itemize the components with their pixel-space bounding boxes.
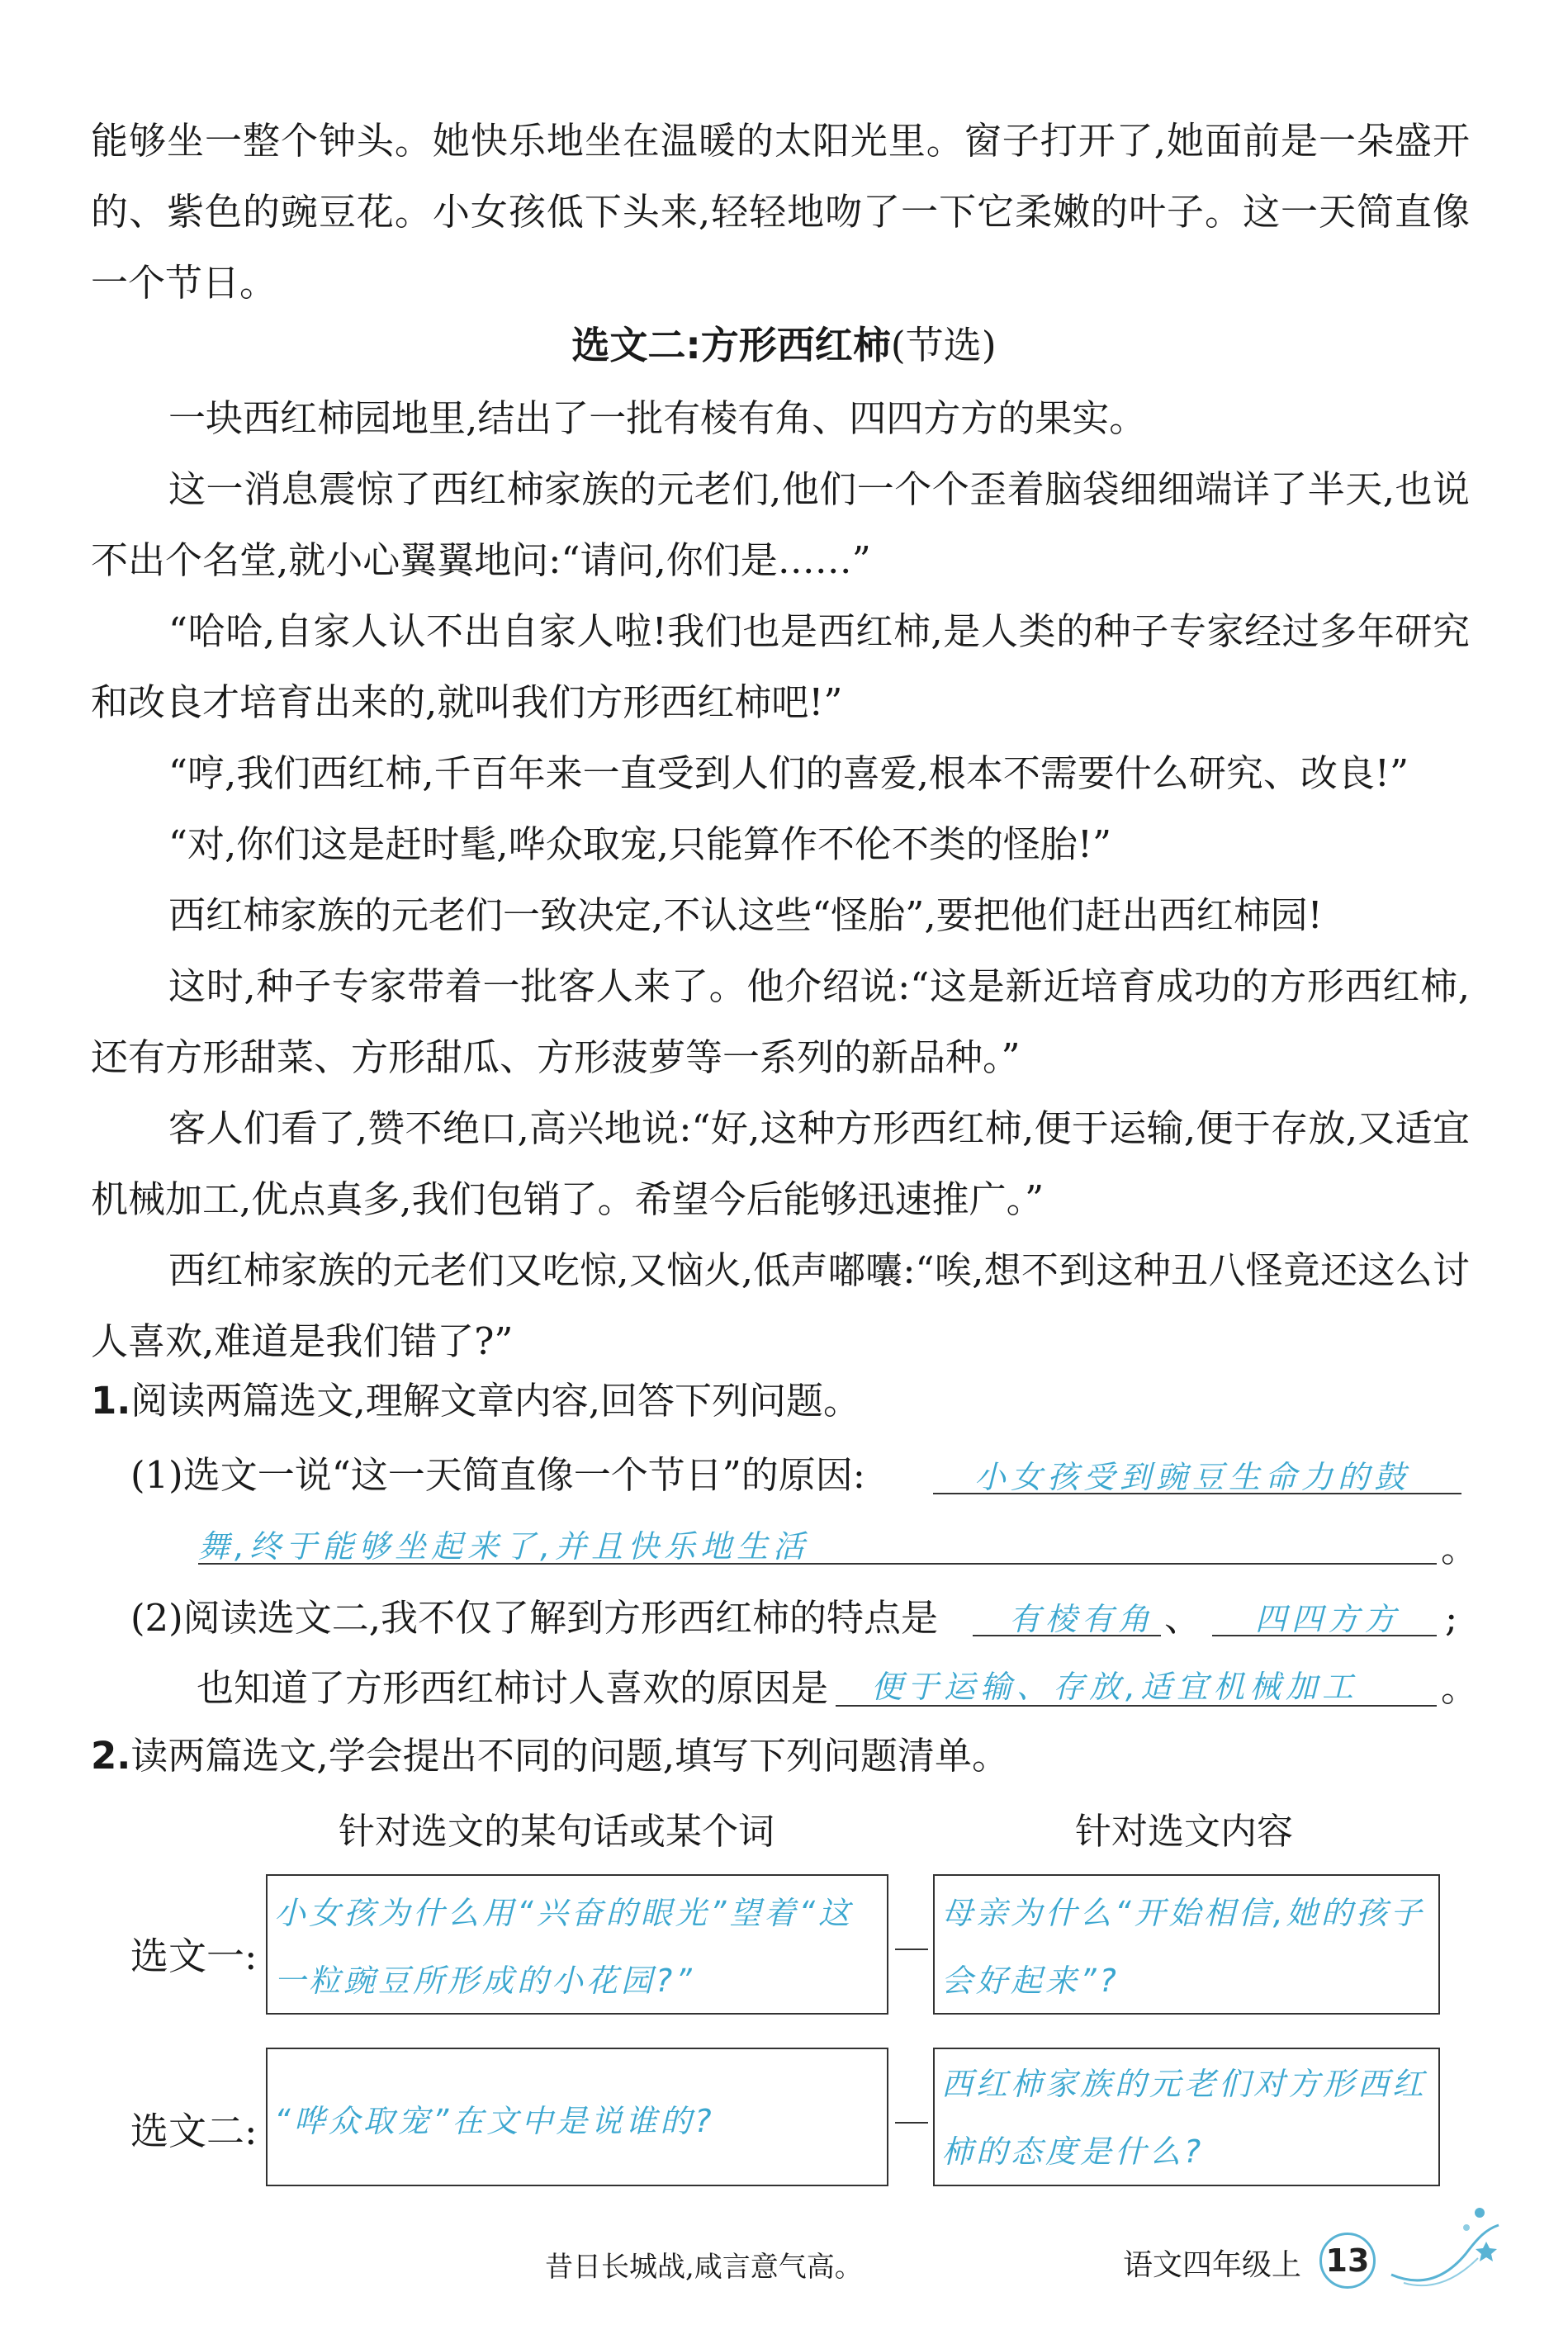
passage-paragraph-6: 西红柿家族的元老们一致决定,不认这些“怪胎”,要把他们赶出西红柿园!	[168, 893, 1323, 937]
question-2-text: 读两篇选文,学会提出不同的问题,填写下列问题清单。	[130, 1734, 1010, 1778]
q1-sub1-period: 。	[1441, 1527, 1479, 1570]
passage-paragraph-0: 能够坐一整个钟头。她快乐地坐在温暖的太阳光里。窗子打开了,她面前是一朵盛开的、紫色的豌豆花。小女孩低下头来,轻轻地吻了一下它柔嫩的叶子。这一天简直像一个节日。	[91, 119, 1470, 305]
answer-text-p1-sentence[interactable]: 小女孩为什么用“兴奋的眼光”望着“这一粒豌豆所形成的小花园?”	[274, 1895, 854, 1999]
row-label-passage-one: 选文一:	[130, 1934, 258, 1978]
q1-sub2-period: 。	[1441, 1666, 1479, 1710]
answer-text-p1-content[interactable]: 母亲为什么“开始相信,她的孩子会好起来”?	[941, 1895, 1425, 1999]
passage-paragraph-5: “对,你们这是赶时髦,哗众取宠,只能算作不伦不类的怪胎!”	[168, 822, 1112, 866]
q1-sub2-line2-prefix: 也知道了方形西红柿讨人喜欢的原因是	[197, 1666, 829, 1710]
q1-sub2-prefix: (2)阅读选文二,我不仅了解到方形西红柿的特点是	[130, 1596, 939, 1640]
column-header-sentence-or-word: 针对选文的某句话或某个词	[339, 1811, 775, 1853]
connector-dash-row1	[895, 1949, 928, 1950]
passage-two-title	[0, 315, 1568, 370]
question-2-number: 2.	[91, 1734, 131, 1778]
answer-text-p2-sentence[interactable]: “哗众取宠”在文中是说谁的?	[274, 2103, 715, 2139]
swirl-decoration-icon	[1387, 2196, 1503, 2295]
passage-paragraph-8: 客人们看了,赞不绝口,高兴地说:“好,这种方形西红柿,便于运输,便于存放,又适宜机械加工,优点真多,我们包销了。希望今后能够迅速推广。”	[91, 1106, 1470, 1221]
question-1	[91, 1376, 860, 1426]
q1-sub2-answer-c[interactable]: 便于运输、存放,适宜机械加工	[871, 1669, 1359, 1705]
footer-quote: 昔日长城战,咸言意气高。	[545, 2251, 863, 2284]
passage-paragraph-4: “哼,我们西红柿,千百年来一直受到人们的喜爱,根本不需要什么研究、改良!”	[168, 751, 1409, 795]
passage-paragraph-9: 西红柿家族的元老们又吃惊,又恼火,低声嘟囔:“唉,想不到这种丑八怪竟还这么讨人喜欢,难道是我们错了?”	[91, 1248, 1470, 1363]
q1-sub2-semicolon: ;	[1445, 1596, 1458, 1640]
question-1-text: 阅读两篇选文,理解文章内容,回答下列问题。	[130, 1379, 861, 1423]
question-1-number: 1.	[91, 1379, 131, 1423]
answer-text-p2-content[interactable]: 西红柿家族的元老们对方形西红柿的态度是什么?	[941, 2066, 1428, 2170]
q1-sub2-answer-b[interactable]: 四四方方	[1255, 1601, 1401, 1637]
title-main: 选文二:方形西红柿	[571, 323, 891, 367]
passage-paragraph-3: “哈哈,自家人认不出自家人啦!我们也是西红柿,是人类的种子专家经过多年研究和改良才培育出来的,就叫我们方形西红柿吧!”	[91, 609, 1470, 724]
q1-sub1-answer-b[interactable]: 舞,终于能够坐起来了,并且快乐地生活	[198, 1528, 810, 1565]
passage-paragraph-7: 这时,种子专家带着一批客人来了。他介绍说:“这是新近培育成功的方形西红柿,还有方形甜菜、方形甜瓜、方形菠萝等一系列的新品种。”	[91, 964, 1470, 1079]
passage-paragraph-2: 这一消息震惊了西红柿家族的元老们,他们一个个歪着脑袋细细端详了半天,也说不出个名堂,就小心翼翼地问:“请问,你们是……”	[91, 467, 1470, 582]
question-2	[91, 1731, 1009, 1781]
q1-sub1-answer-a[interactable]: 小女孩受到豌豆生命力的鼓	[974, 1459, 1411, 1495]
q1-sub2-separator: 、	[1164, 1596, 1202, 1640]
page-number-badge: 13	[1319, 2233, 1376, 2289]
row-label-passage-two: 选文二:	[130, 2109, 258, 2153]
q1-sub2-answer-a[interactable]: 有棱有角	[1009, 1601, 1155, 1637]
footer-grade-label: 语文四年级上	[1123, 2248, 1302, 2282]
q1-sub1-prefix: (1)选文一说“这一天简直像一个节日”的原因:	[130, 1453, 865, 1497]
connector-dash-row2	[895, 2122, 928, 2124]
column-header-content: 针对选文内容	[1075, 1811, 1293, 1853]
title-note: (节选)	[890, 323, 997, 367]
passage-paragraph-1: 一块西红柿园地里,结出了一批有棱有角、四四方方的果实。	[168, 396, 1147, 440]
